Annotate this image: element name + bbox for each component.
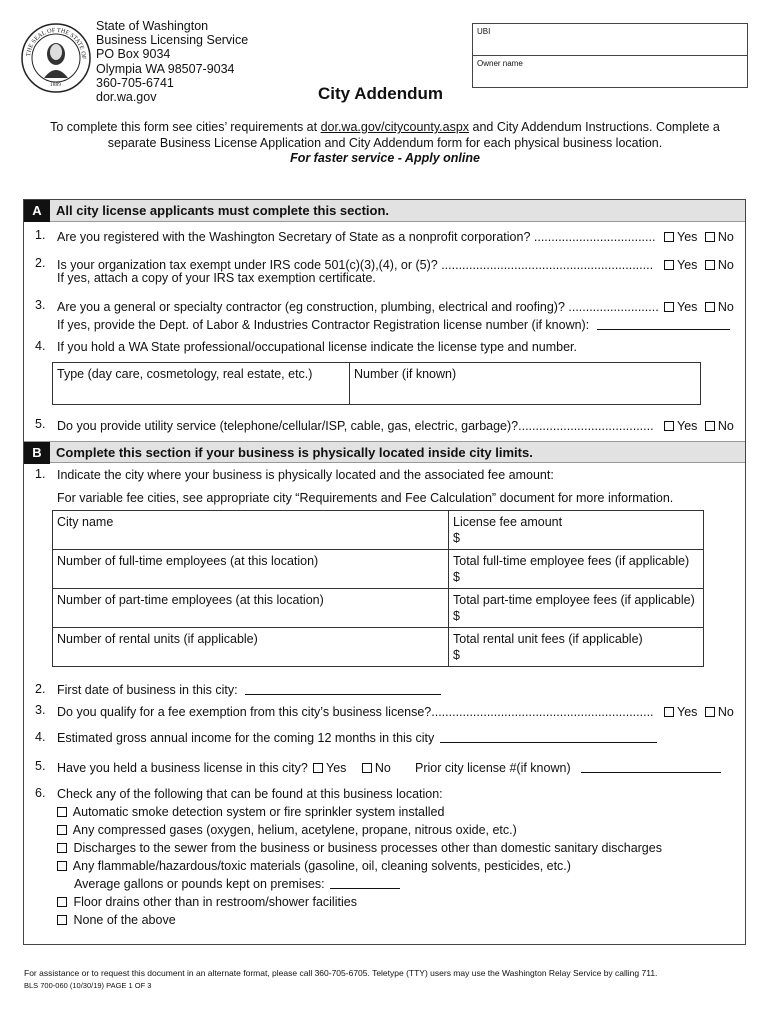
seal-year: 1889 [50,82,61,88]
yes-label: Yes [677,258,698,272]
apply-online-note: For faster service - Apply online [290,151,480,165]
question-a3-subtext: If yes, provide the Dept. of Labor & Industries Contractor Registration license number (if known): [57,318,590,332]
question-a5-text: Do you provide utility service (telephone/cellular/ISP, cable, gas, electric, garbage)?....................................... [57,419,654,433]
fulltime-employees-cell[interactable] [53,550,449,589]
agency-line: Olympia WA 98507-9034 [96,61,235,76]
city-name-cell[interactable] [53,511,449,550]
yes-label: Yes [677,300,698,314]
question-number: 2. [35,256,46,270]
id-box [472,23,748,88]
section-a-title: All city license applicants must complete this section. [56,203,390,218]
option-item [57,895,357,909]
a2-no-checkbox[interactable] [705,260,715,270]
question-a4-text: If you hold a WA State professional/occupational license indicate the license type and number. [57,340,577,354]
section-a-header [24,200,745,222]
intro-text-part: To complete this form see cities’ requirements at [50,120,321,134]
table-row [53,589,704,628]
a3-no-checkbox[interactable] [705,302,715,312]
question-b4-text: Estimated gross annual income for the coming 12 months in this city [57,731,435,745]
yes-label: Yes [677,419,698,433]
license-type-label: Type (day care, cosmetology, real estate, etc.) [57,367,313,381]
a5-yes-checkbox[interactable] [664,421,674,431]
question-a1-text: Are you registered with the Washington Secretary of State as a nonprofit corporation? ................................... [57,230,656,244]
question-b3-text: Do you qualify for a fee exemption from this city’s business license?................................................................ [57,705,654,719]
cell-label: Total part-time employee fees (if applicable) [453,593,695,607]
a2-yes-checkbox[interactable] [664,260,674,270]
footer-assistance: For assistance or to request this document in an alternate format, please call 360-705-6705. Teletype (TTY) users may use the Washington Relay Service by calling 711. [24,968,658,978]
license-number-cell[interactable] [350,363,701,405]
agency-line: PO Box 9034 [96,47,171,62]
question-a2-text: Is your organization tax exempt under IRS code 501(c)(3),(4), or (5)? ............................................................. [57,258,654,272]
question-number: 3. [35,703,46,717]
option-checkbox[interactable] [57,897,67,907]
option-checkbox[interactable] [57,825,67,835]
yes-no-group [664,230,734,244]
washington-state-seal-icon [20,22,92,94]
yes-label: Yes [677,230,698,244]
option-checkbox[interactable] [57,843,67,853]
agency-line: 360-705-6741 [96,75,174,90]
license-type-table [52,362,701,405]
parttime-employees-cell[interactable] [53,589,449,628]
question-number: 2. [35,682,46,696]
question-number: 1. [35,228,46,242]
page-title: City Addendum [318,84,443,103]
option-item [57,805,444,819]
license-number-label: Number (if known) [354,367,457,381]
question-a2-subtext: If yes, attach a copy of your IRS tax exemption certificate. [57,271,376,285]
question-a3-text: Are you a general or specialty contractor (eg construction, plumbing, electrical and roofing)? .......................... [57,300,659,314]
fee-table [52,510,704,667]
contractor-license-input[interactable] [597,329,730,330]
rental-units-cell[interactable] [53,628,449,667]
gallons-label: Average gallons or pounds kept on premises: [74,877,325,891]
question-number: 5. [35,417,46,431]
no-label: No [717,258,734,272]
intro-line-2: separate Business License Application and City Addendum form for each physical business location. [107,135,663,150]
option-checkbox[interactable] [57,915,67,925]
gallons-input[interactable] [330,888,400,889]
section-a-letter: A [24,200,50,222]
a5-no-checkbox[interactable] [705,421,715,431]
option-label: Any flammable/hazardous/toxic materials (gasoline, oil, cleaning solvents, pesticides, etc.) [72,859,571,873]
dollar-sign: $ [453,609,460,623]
prior-license-input[interactable] [581,772,721,773]
yes-no-group [664,258,734,272]
dollar-sign: $ [453,570,460,584]
table-row [53,628,704,667]
option-label: Discharges to the sewer from the business or business processes other than domestic sanitary discharges [73,841,662,855]
a3-yes-checkbox[interactable] [664,302,674,312]
cell-label: Total full-time employee fees (if applicable) [453,554,690,568]
rental-fees-cell[interactable] [449,628,704,667]
option-label: Any compressed gases (oxygen, helium, acetylene, propane, nitrous oxide, etc.) [72,823,517,837]
option-item [57,841,662,855]
question-number: 6. [35,786,46,800]
owner-name-field[interactable] [473,55,747,86]
option-item [57,823,517,837]
cell-label: Total rental unit fees (if applicable) [453,632,643,646]
footer-form-code: BLS 700-060 (10/30/19) PAGE 1 OF 3 [24,981,152,990]
question-b5-text: Have you held a business license in this city? [57,761,308,775]
no-label: No [717,230,734,244]
question-number: 4. [35,339,46,353]
option-item [57,859,571,873]
fulltime-fees-cell[interactable] [449,550,704,589]
yes-no-group [664,705,734,719]
agency-line: dor.wa.gov [96,90,157,105]
b5-yes-checkbox[interactable] [313,763,323,773]
table-row [53,511,704,550]
question-b1-subtext: For variable fee cities, see appropriate city “Requirements and Fee Calculation” document for more information. [57,491,674,505]
option-label: Automatic smoke detection system or fire sprinkler system installed [72,805,445,819]
question-number: 4. [35,730,46,744]
question-b2-text: First date of business in this city: [57,683,238,697]
cell-label: Number of full-time employees (at this location) [57,554,319,568]
cell-label: Number of rental units (if applicable) [57,632,258,646]
question-b1-text: Indicate the city where your business is physically located and the associated fee amount: [57,468,554,482]
dollar-sign: $ [453,648,460,662]
question-b6-text: Check any of the following that can be found at this business location: [57,787,443,801]
a1-no-checkbox[interactable] [705,232,715,242]
intro-text [20,120,750,167]
agency-line: State of Washington [96,19,209,33]
first-date-input[interactable] [245,694,441,695]
b5-no-checkbox[interactable] [362,763,372,773]
parttime-fees-cell[interactable] [449,589,704,628]
yes-label: Yes [326,761,347,775]
license-fee-cell[interactable] [449,511,704,550]
option-label: None of the above [73,913,176,927]
option-label: Floor drains other than in restroom/shower facilities [73,895,357,909]
yes-label: Yes [677,705,698,719]
agency-address [96,19,248,104]
cell-label: License fee amount [453,515,563,529]
prior-license-label: Prior city license #(if known) [415,761,571,775]
seal-text: THE SEAL OF THE STATE OF [25,26,88,60]
section-b-letter: B [24,442,50,464]
b3-yes-checkbox[interactable] [664,707,674,717]
yes-no-group [664,300,734,314]
question-number: 1. [35,467,46,481]
no-label: No [374,761,391,775]
section-b-header [24,441,745,463]
agency-line: Business Licensing Service [96,33,249,48]
gross-income-input[interactable] [440,742,657,743]
ubi-field[interactable] [473,24,747,55]
yes-no-group [664,419,734,433]
cell-label: City name [57,515,114,529]
owner-name-label: Owner name [477,59,523,68]
dollar-sign: $ [453,531,460,545]
option-item [57,913,176,927]
option-checkbox[interactable] [57,861,67,871]
a1-yes-checkbox[interactable] [664,232,674,242]
no-label: No [717,705,734,719]
section-b-title: Complete this section if your business is physically located inside city limits. [56,445,533,460]
cell-label: Number of part-time employees (at this location) [57,593,324,607]
table-row [53,550,704,589]
yes-no-group [313,761,391,775]
license-type-cell[interactable] [53,363,350,405]
option-checkbox[interactable] [57,807,67,817]
ubi-label: UBI [477,27,491,36]
question-number: 5. [35,759,46,773]
question-number: 3. [35,298,46,312]
no-label: No [717,300,734,314]
intro-text-part: and City Addendum Instructions. Complete a [469,120,720,134]
citycounty-link[interactable]: dor.wa.gov/citycounty.aspx [320,120,470,134]
no-label: No [717,419,734,433]
b3-no-checkbox[interactable] [705,707,715,717]
